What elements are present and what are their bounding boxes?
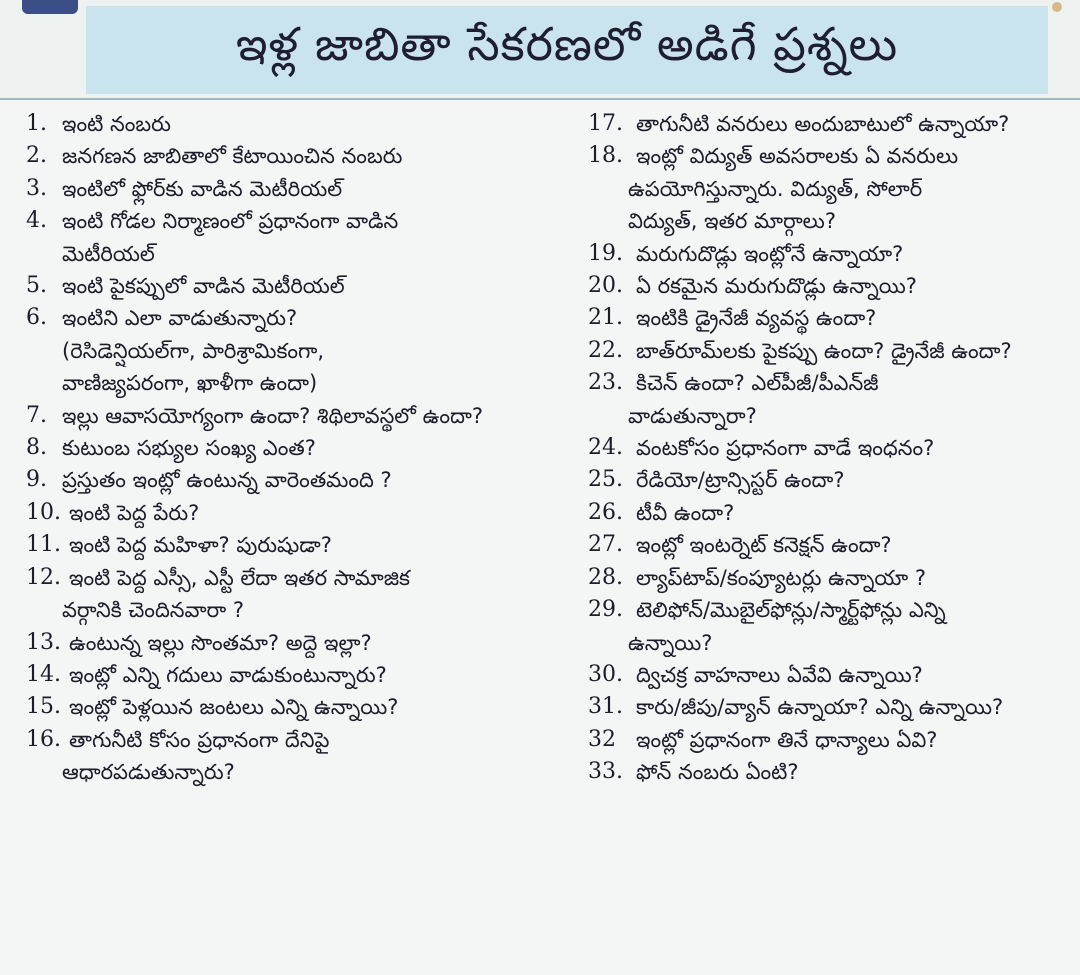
question-number: 8. [26,435,47,461]
question-text: ఇంటి పెద్ద పేరు? [69,500,200,525]
question-number: 10. [26,499,61,525]
question-item [26,140,571,172]
page-title: ఇళ్ల జాబితా సేకరణలో అడిగే ప్రశ్నలు [235,17,899,71]
question-text: ఆధారపడుతున్నారు? [62,760,235,785]
question-number: 26. [588,499,623,525]
question-item [26,724,571,789]
question-item [588,238,1076,270]
question-text: ఇంటి గోడల నిర్మాణంలో ప్రధానంగా వాడిన [62,209,399,234]
question-text: రేడియో/ట్రాన్సిస్టర్ ఉందా? [636,468,845,493]
question-text: ఇంట్లో ఎన్ని గదులు వాడుకుంటున్నారు? [69,662,387,687]
question-text: కిచెన్ ఉందా? ఎల్‌పీజీ/పీఎన్‌జీ [636,371,879,396]
question-number: 25. [588,467,623,493]
question-number: 27. [588,532,623,558]
question-text: వంటకోసం ప్రధానంగా వాడే ఇంధనం? [636,436,935,461]
question-item [26,173,571,205]
question-text: ఇంట్లో విద్యుత్ అవసరాలకు ఏ వనరులు [636,144,959,169]
question-number: 7. [26,402,47,428]
question-text: ఇల్లు ఆవాసయోగ్యంగా ఉందా? శిథిలావస్థలో ఉందా? [62,403,483,428]
question-number: 33. [588,759,623,785]
question-number: 29. [588,597,623,623]
questions-column-right [588,108,1076,789]
question-number: 4. [26,208,47,234]
question-item [588,302,1076,334]
question-number: 5. [26,273,47,299]
corner-graphic-right [1052,2,1062,12]
question-item [26,108,571,140]
question-text: ఇంటికి డ్రైనేజీ వ్యవస్థ ఉందా? [636,306,877,331]
question-text: (రెసిడెన్షియల్‌గా, పారిశ్రామికంగా, [62,338,325,363]
question-text: వాడుతున్నారా? [628,403,757,428]
question-text: ల్యాప్‌టాప్/కంప్యూటర్లు ఉన్నాయా ? [636,565,926,590]
question-number: 16. [26,726,61,752]
question-text: ఇంటిలో ఫ్లోర్‌కు వాడిన మెటీరియల్ [62,176,343,201]
question-number: 21. [588,305,623,331]
question-item [26,659,571,691]
question-number: 9. [26,467,47,493]
question-text: వర్గానికి చెందినవారా ? [62,598,245,623]
question-text: కుటుంబ సభ్యుల సంఖ్య ఎంత? [62,436,316,461]
question-item [588,367,1076,432]
question-text: ఏ రకమైన మరుగుదొడ్లు ఉన్నాయి? [636,274,917,299]
title-banner [86,6,1048,94]
question-text: ఇంటి నంబరు [62,112,171,136]
question-item [588,756,1076,788]
question-text: మరుగుదొడ్లు ఇంట్లోనే ఉన్నాయా? [636,241,904,266]
question-number: 20. [588,273,623,299]
question-item [588,270,1076,302]
question-number: 32 [588,726,616,752]
question-item [26,497,571,529]
question-number: 3. [26,175,47,201]
question-text: ఇంటి పెద్ద ఎస్సీ, ఎస్టీ లేదా ఇతర సామాజిక [69,565,411,590]
question-item [588,594,1076,659]
question-number: 23. [588,370,623,396]
question-number: 31. [588,694,623,720]
question-text: ఇంటి పెద్ద మహిళా? పురుషుడా? [69,533,332,558]
question-item [588,335,1076,367]
question-number: 28. [588,564,623,590]
question-number: 6. [26,305,47,331]
question-number: 13. [26,629,61,655]
question-item [26,432,571,464]
question-item [588,140,1076,237]
question-number: 22. [588,337,623,363]
question-number: 24. [588,435,623,461]
question-text: తాగునీటి వనరులు అందుబాటులో ఉన్నాయా? [636,112,1010,136]
question-item [588,464,1076,496]
question-item [588,108,1076,140]
question-item [588,529,1076,561]
corner-graphic [22,0,78,14]
question-text: ఇంట్లో ఇంటర్నెట్ కనెక్షన్ ఉందా? [636,533,892,558]
question-item [26,627,571,659]
question-text: కారు/జీపు/వ్యాన్ ఉన్నాయా? ఎన్ని ఉన్నాయి? [636,695,1004,720]
question-number: 17. [588,111,623,136]
question-number: 15. [26,694,61,720]
question-number: 18. [588,143,623,169]
questions-column-left [26,108,571,789]
question-text: ఇంట్లో ప్రధానంగా తినే ధాన్యాలు ఏవి? [636,727,938,752]
question-item [26,270,571,302]
question-number: 1. [26,111,47,136]
question-number: 12. [26,564,61,590]
question-text: జనగణన జాబితాలో కేటాయించిన నంబరు [62,144,403,169]
question-item [588,497,1076,529]
question-text: వాణిజ్యపరంగా, ఖాళీగా ఉందా) [62,371,318,396]
question-item [26,691,571,723]
question-text: తాగునీటి కోసం ప్రధానంగా దేనిపై [69,727,330,752]
question-item [26,562,571,627]
question-text: ఇంటి పైకప్పులో వాడిన మెటీరియల్ [62,274,345,299]
question-text: ఉపయోగిస్తున్నారు. విద్యుత్, సోలార్ [628,176,923,201]
question-item [588,659,1076,691]
question-text: విద్యుత్, ఇతర మార్గాలు? [628,209,836,234]
question-number: 14. [26,661,61,687]
question-item [588,724,1076,756]
question-text: ఉన్నాయి? [628,630,713,655]
question-item [588,562,1076,594]
question-item [26,400,571,432]
question-item [588,691,1076,723]
question-text: ఇంటిని ఎలా వాడుతున్నారు? [62,306,298,331]
question-number: 2. [26,143,47,169]
divider [0,98,1080,100]
question-text: మెటీరియల్ [62,241,155,266]
question-text: బాత్‌రూమ్‌లకు పైకప్పు ఉందా? డ్రైనేజీ ఉందా? [636,338,1012,363]
question-text: టెలిఫోన్/మొబైల్‌ఫోన్లు/స్మార్ట్‌ఫోన్లు ఎన్ని [636,598,946,623]
question-number: 19. [588,240,623,266]
question-number: 11. [26,532,61,558]
question-item [26,302,571,399]
question-item [588,432,1076,464]
question-text: ద్విచక్ర వాహనాలు ఏవేవి ఉన్నాయి? [636,662,923,687]
question-text: ప్రస్తుతం ఇంట్లో ఉంటున్న వారెంతమంది ? [62,468,392,493]
question-text: టీవీ ఉందా? [636,500,735,525]
question-number: 30. [588,661,623,687]
question-item [26,529,571,561]
question-text: ఫోన్ నంబరు ఏంటి? [636,760,799,785]
question-item [26,464,571,496]
question-text: ఉంటున్న ఇల్లు సొంతమా? అద్దె ఇల్లా? [69,630,372,655]
question-item [26,205,571,270]
questions-area [0,108,1080,968]
question-text: ఇంట్లో పెళ్లయిన జంటలు ఎన్ని ఉన్నాయి? [69,695,399,720]
